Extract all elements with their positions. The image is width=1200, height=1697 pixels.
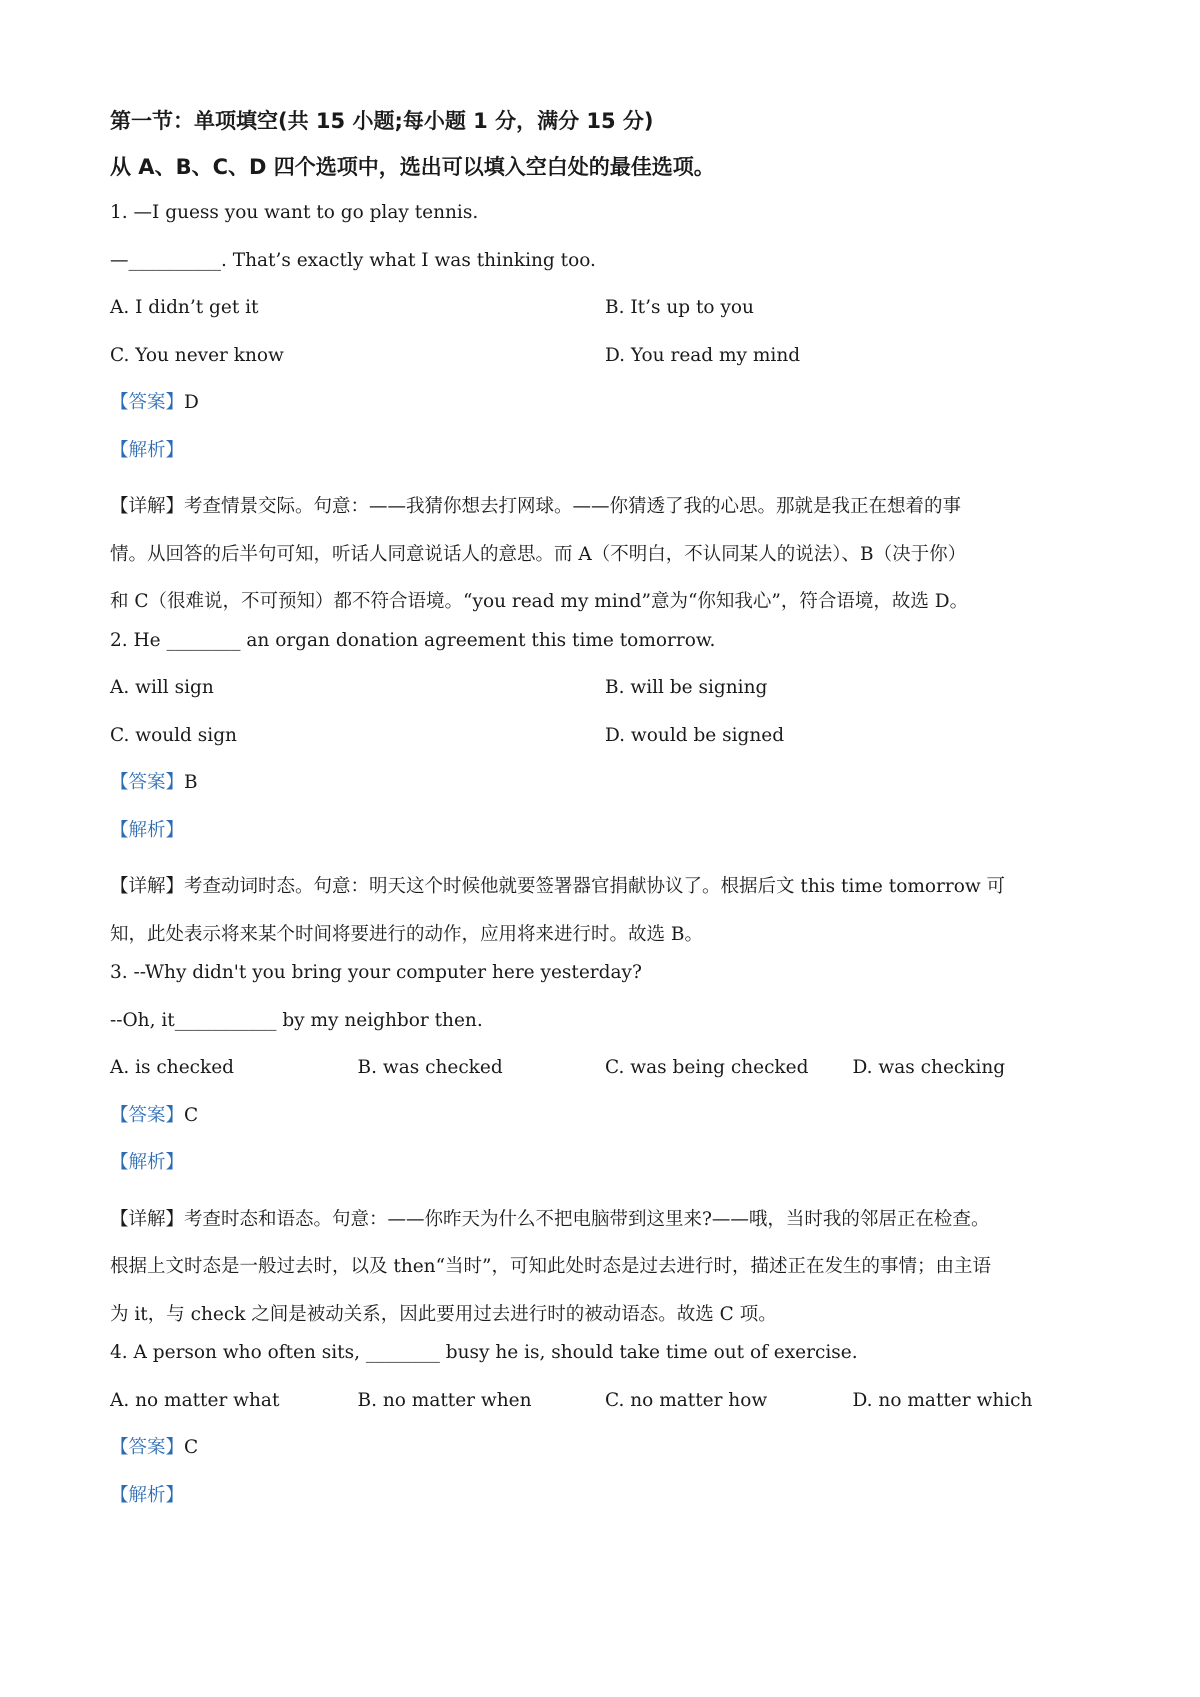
option-b: B. no matter when [357, 1389, 532, 1411]
answer-line [110, 1433, 1100, 1481]
answer-value: D [184, 392, 199, 413]
detail-label: 【详解】 [110, 496, 185, 517]
detail-text: 考查情景交际。句意：——我猜你想去打网球。——你猜透了我的心思。那就是我正在想着的事 [184, 496, 962, 517]
analysis-label: 【解析】 [110, 1484, 185, 1506]
analysis-line [110, 436, 1100, 484]
answer-value: B [184, 772, 198, 793]
analysis-line [110, 1148, 1100, 1196]
option-b: B. It’s up to you [605, 297, 754, 318]
detail-line: 和 C（很难说，不可预知）都不符合语境。“you read my mind”意为“你知我心”，符合语境，故选 D。 [110, 591, 969, 612]
detail-line [110, 1196, 1100, 1244]
question-3 [110, 958, 1100, 1338]
options-row [110, 673, 1100, 721]
option-d: D. no matter which [852, 1389, 1033, 1411]
detail-line: 知，此处表示将来某个时间将要进行的动作，应用将来进行时。故选 B。 [110, 923, 703, 945]
option-d: D. would be signed [605, 724, 785, 746]
detail-paragraph [110, 483, 1100, 626]
option-a: A. is checked [110, 1057, 234, 1078]
answer-value: C [184, 1104, 199, 1126]
detail-text: 考查动词时态。句意：明天这个时候他就要签署器官捐献协议了。根据后文 this time tomorrow 可 [184, 876, 1006, 897]
option-c: C. no matter how [605, 1389, 768, 1411]
options-row [110, 341, 1100, 389]
option-b: B. will be signing [605, 677, 768, 698]
options-row [110, 721, 1100, 769]
detail-paragraph [110, 1196, 1100, 1339]
analysis-label: 【解析】 [110, 1152, 185, 1173]
detail-line [110, 863, 1100, 911]
detail-text: 考查时态和语态。句意：——你昨天为什么不把电脑带到这里来?——哦，当时我的邻居正在检查。 [184, 1208, 990, 1230]
options-row [110, 293, 1100, 341]
question-stem-line: 4. A person who often sits, ________ busy he is, should take time out of exercise. [110, 1342, 858, 1363]
question-1 [110, 198, 1100, 626]
option-d: D. You read my mind [605, 344, 801, 366]
option-c: C. You never know [110, 344, 284, 366]
answer-label: 【答案】 [110, 1104, 185, 1126]
option-b: B. was checked [357, 1057, 503, 1078]
answer-line [110, 388, 1100, 436]
analysis-label: 【解析】 [110, 439, 185, 461]
question-2 [110, 626, 1100, 959]
detail-paragraph [110, 863, 1100, 958]
detail-line: 根据上文时态是一般过去时，以及 then“当时”，可知此处时态是过去进行时，描述正在发生的事情；由主语 [110, 1256, 992, 1277]
question-stem-line: --Oh, it___________ by my neighbor then. [110, 1009, 483, 1031]
option-c: C. would sign [110, 724, 237, 746]
options-row [110, 1386, 1100, 1434]
answer-line [110, 768, 1100, 816]
detail-line [110, 483, 1100, 531]
options-row [110, 1053, 1100, 1101]
detail-label: 【详解】 [110, 1208, 185, 1230]
answer-label: 【答案】 [110, 772, 185, 793]
question-stem-line: 3. --Why didn't you bring your computer here yesterday? [110, 962, 642, 983]
analysis-line [110, 816, 1100, 864]
question-stem-line: 2. He ________ an organ donation agreement this time tomorrow. [110, 629, 716, 651]
answer-label: 【答案】 [110, 1437, 185, 1458]
option-d: D. was checking [852, 1057, 1006, 1078]
option-c: C. was being checked [605, 1057, 809, 1078]
analysis-label: 【解析】 [110, 819, 185, 841]
option-a: A. no matter what [110, 1389, 280, 1411]
detail-line: 为 it，与 check 之间是被动关系，因此要用过去进行时的被动语态。故选 C 项。 [110, 1303, 777, 1325]
answer-label: 【答案】 [110, 392, 185, 413]
option-a: A. will sign [110, 677, 214, 698]
answer-value: C [184, 1437, 199, 1458]
option-a: A. I didn’t get it [110, 297, 259, 318]
analysis-line [110, 1481, 1100, 1529]
detail-label: 【详解】 [110, 876, 185, 897]
detail-line: 情。从回答的后半句可知，听话人同意说话人的意思。而 A（不明白，不认同某人的说法）、B（决于你） [110, 543, 967, 565]
question-stem-line: —__________. That’s exactly what I was thinking too. [110, 249, 596, 271]
question-stem-line: 1. —I guess you want to go play tennis. [110, 202, 479, 223]
answer-line [110, 1101, 1100, 1149]
instruction: 从 A、B、C、D 四个选项中，选出可以填入空白处的最佳选项。 [110, 155, 715, 179]
section-title: 第一节：单项填空(共 15 小题;每小题 1 分，满分 15 分) [110, 109, 654, 133]
exam-page [110, 106, 1100, 1528]
question-4 [110, 1338, 1100, 1528]
